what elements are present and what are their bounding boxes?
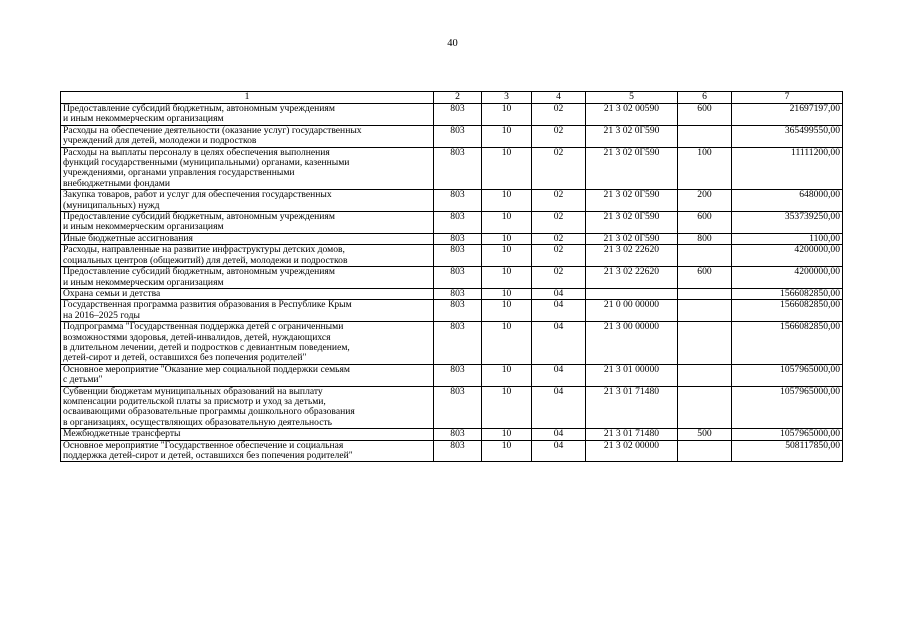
row-name: Расходы на выплаты персоналу в целях обеспечения выполнения функций государственными (муниципальными) органами, казенными учреждениями, органами управления государственными внебюджетными фондами: [61, 147, 434, 190]
row-code-expense-type: 200: [678, 190, 732, 212]
row-code-target: 21 3 02 0Г590: [586, 190, 678, 212]
row-amount: 1566082850,00: [732, 322, 843, 365]
row-code-ministry: 803: [434, 245, 482, 267]
row-code-expense-type: 500: [678, 429, 732, 440]
row-code-ministry: 803: [434, 212, 482, 234]
budget-table: [60, 91, 843, 462]
row-name: Охрана семьи и детства: [61, 288, 434, 299]
header-col-3: 3: [482, 92, 532, 104]
row-code-target: 21 3 02 00000: [586, 440, 678, 462]
row-code-section: 10: [482, 104, 532, 126]
table-row: [61, 212, 843, 234]
row-code-expense-type: [678, 364, 732, 386]
row-code-target: 21 3 02 22620: [586, 245, 678, 267]
row-code-section: 10: [482, 245, 532, 267]
table-row: [61, 104, 843, 126]
row-code-subsection: 04: [532, 429, 586, 440]
row-code-subsection: 02: [532, 147, 586, 190]
table-row: [61, 440, 843, 462]
row-code-subsection: 02: [532, 267, 586, 289]
row-code-section: 10: [482, 288, 532, 299]
row-code-subsection: 04: [532, 386, 586, 429]
row-code-ministry: 803: [434, 104, 482, 126]
row-code-target: 21 3 02 0Г590: [586, 212, 678, 234]
row-code-expense-type: [678, 440, 732, 462]
row-code-section: 10: [482, 440, 532, 462]
row-amount: 353739250,00: [732, 212, 843, 234]
header-col-5: 5: [586, 92, 678, 104]
row-name: Межбюджетные трансферты: [61, 429, 434, 440]
row-amount: 11111200,00: [732, 147, 843, 190]
row-code-subsection: 02: [532, 245, 586, 267]
row-code-ministry: 803: [434, 125, 482, 147]
row-code-section: 10: [482, 233, 532, 244]
row-name: Основное мероприятие "Государственное обеспечение и социальная поддержка детей-сирот и детей, оставшихся без попечения родителей": [61, 440, 434, 462]
row-code-section: 10: [482, 300, 532, 322]
row-name: Субвенции бюджетам муниципальных образований на выплату компенсации родительской платы за присмотр и уход за детьми, осваивающими образовательные программы дошкольного образования в организациях, осуществляющих образовательную деятельность: [61, 386, 434, 429]
row-code-section: 10: [482, 147, 532, 190]
table-header-row: [61, 92, 843, 104]
header-col-4: 4: [532, 92, 586, 104]
row-code-section: 10: [482, 267, 532, 289]
table-row: [61, 233, 843, 244]
table-row: [61, 245, 843, 267]
row-name: Закупка товаров, работ и услуг для обеспечения государственных (муниципальных) нужд: [61, 190, 434, 212]
row-code-ministry: 803: [434, 233, 482, 244]
row-amount: 508117850,00: [732, 440, 843, 462]
table-row: [61, 125, 843, 147]
row-amount: 1566082850,00: [732, 300, 843, 322]
table-row: [61, 267, 843, 289]
row-code-expense-type: [678, 386, 732, 429]
table-row: [61, 147, 843, 190]
row-code-ministry: 803: [434, 300, 482, 322]
page-number: 40: [447, 38, 458, 49]
row-code-section: 10: [482, 429, 532, 440]
row-code-ministry: 803: [434, 288, 482, 299]
row-code-section: 10: [482, 386, 532, 429]
table-row: [61, 386, 843, 429]
row-name: Расходы, направленные на развитие инфраструктуры детских домов, социальных центров (общежитий) для детей, молодежи и подростков: [61, 245, 434, 267]
row-code-expense-type: [678, 125, 732, 147]
row-amount: 1057965000,00: [732, 386, 843, 429]
row-code-subsection: 04: [532, 322, 586, 365]
row-name: Основное мероприятие "Оказание мер социальной поддержки семьям с детьми": [61, 364, 434, 386]
table-row: [61, 322, 843, 365]
table-row: [61, 190, 843, 212]
row-code-expense-type: [678, 322, 732, 365]
row-code-expense-type: 600: [678, 104, 732, 126]
row-code-ministry: 803: [434, 386, 482, 429]
row-code-ministry: 803: [434, 322, 482, 365]
header-col-7: 7: [732, 92, 843, 104]
table-row: [61, 364, 843, 386]
row-amount: 1566082850,00: [732, 288, 843, 299]
row-amount: 4200000,00: [732, 245, 843, 267]
row-code-ministry: 803: [434, 267, 482, 289]
row-code-subsection: 04: [532, 440, 586, 462]
row-code-ministry: 803: [434, 440, 482, 462]
row-code-ministry: 803: [434, 429, 482, 440]
row-code-subsection: 04: [532, 364, 586, 386]
row-code-target: 21 3 02 0Г590: [586, 233, 678, 244]
header-col-6: 6: [678, 92, 732, 104]
row-code-target: [586, 288, 678, 299]
row-code-ministry: 803: [434, 147, 482, 190]
row-code-section: 10: [482, 212, 532, 234]
row-code-expense-type: [678, 245, 732, 267]
row-code-subsection: 02: [532, 212, 586, 234]
table-row: [61, 288, 843, 299]
row-code-target: 21 0 00 00000: [586, 300, 678, 322]
row-amount: 365499550,00: [732, 125, 843, 147]
row-code-subsection: 04: [532, 300, 586, 322]
row-amount: 1057965000,00: [732, 429, 843, 440]
row-code-expense-type: [678, 300, 732, 322]
row-code-expense-type: 100: [678, 147, 732, 190]
row-code-target: 21 3 01 71480: [586, 386, 678, 429]
row-code-section: 10: [482, 125, 532, 147]
row-code-subsection: 04: [532, 288, 586, 299]
row-name: Предоставление субсидий бюджетным, автономным учреждениям и иным некоммерческим организациям: [61, 212, 434, 234]
row-code-section: 10: [482, 190, 532, 212]
row-code-target: 21 3 01 71480: [586, 429, 678, 440]
row-amount: 21697197,00: [732, 104, 843, 126]
header-col-1: 1: [61, 92, 434, 104]
row-code-section: 10: [482, 322, 532, 365]
row-code-subsection: 02: [532, 190, 586, 212]
row-code-expense-type: [678, 288, 732, 299]
row-amount: 1100,00: [732, 233, 843, 244]
row-name: Расходы на обеспечение деятельности (оказание услуг) государственных учреждений для детей, молодежи и подростков: [61, 125, 434, 147]
row-code-expense-type: 600: [678, 267, 732, 289]
row-code-section: 10: [482, 364, 532, 386]
row-code-expense-type: 600: [678, 212, 732, 234]
row-code-subsection: 02: [532, 125, 586, 147]
row-code-target: 21 3 02 22620: [586, 267, 678, 289]
table-row: [61, 429, 843, 440]
row-code-subsection: 02: [532, 233, 586, 244]
row-code-subsection: 02: [532, 104, 586, 126]
row-amount: 1057965000,00: [732, 364, 843, 386]
row-code-target: 21 3 01 00000: [586, 364, 678, 386]
row-code-ministry: 803: [434, 364, 482, 386]
row-code-ministry: 803: [434, 190, 482, 212]
header-col-2: 2: [434, 92, 482, 104]
row-code-expense-type: 800: [678, 233, 732, 244]
row-amount: 648000,00: [732, 190, 843, 212]
row-code-target: 21 3 02 0Г590: [586, 147, 678, 190]
row-amount: 4200000,00: [732, 267, 843, 289]
row-name: Иные бюджетные ассигнования: [61, 233, 434, 244]
row-code-target: 21 3 02 0Г590: [586, 125, 678, 147]
row-name: Подпрограмма "Государственная поддержка детей с ограниченными возможностями здоровья, детей-инвалидов, детей, нуждающихся в длительном лечении, детей и подростков с девиантным поведением, детей-сирот и детей, оставшихся без попечения родителей": [61, 322, 434, 365]
row-code-target: 21 3 00 00000: [586, 322, 678, 365]
table-row: [61, 300, 843, 322]
row-name: Предоставление субсидий бюджетным, автономным учреждениям и иным некоммерческим организациям: [61, 267, 434, 289]
row-name: Государственная программа развития образования в Республике Крым на 2016–2025 годы: [61, 300, 434, 322]
row-code-target: 21 3 02 00590: [586, 104, 678, 126]
row-name: Предоставление субсидий бюджетным, автономным учреждениям и иным некоммерческим организациям: [61, 104, 434, 126]
